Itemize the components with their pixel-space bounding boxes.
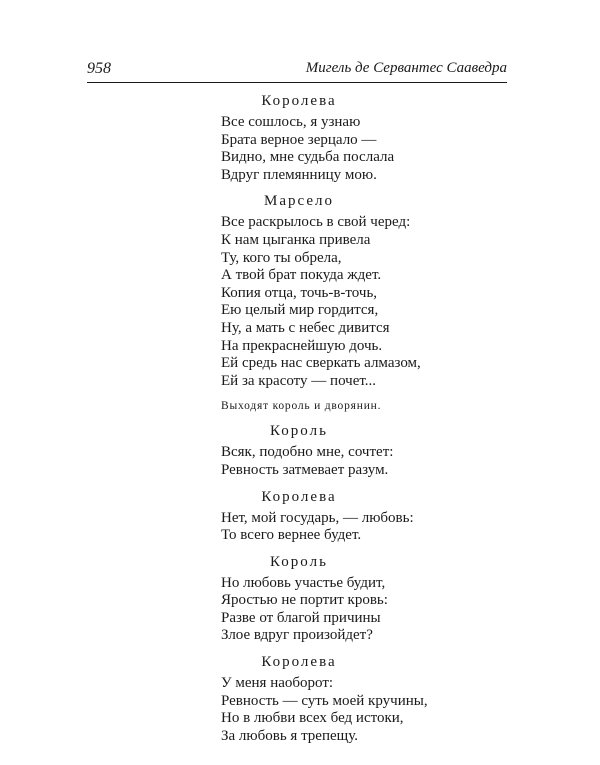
- verse-line: Но в любви всех бед истоки,: [221, 710, 404, 727]
- verse-line: Видно, мне судьба послала: [221, 149, 395, 166]
- speaker-name: Король: [270, 423, 328, 440]
- speech-block: [221, 92, 541, 184]
- verse-line: Вдруг племянницу мою.: [221, 166, 377, 183]
- speaker-name: Марсело: [264, 193, 334, 210]
- speaker-name: Королева: [261, 488, 337, 505]
- verse-line: За любовь я трепещу.: [221, 727, 358, 744]
- verse-line: Ну, а мать с небес дивится: [221, 319, 390, 336]
- verse-line: Ей за красоту — почет...: [221, 372, 377, 389]
- speaker-name: Королева: [261, 654, 337, 671]
- verse-line: Ревность — суть моей кручины,: [221, 692, 428, 709]
- speech-block: [221, 553, 541, 645]
- speech-block: [221, 422, 541, 479]
- verse-line: Все сошлось, я узнаю: [221, 114, 361, 130]
- verse-line: Все раскрылось в свой черед:: [221, 214, 411, 231]
- verse-line: Ей средь нас сверкать алмазом,: [221, 355, 421, 372]
- verse-line: Ревность затмевает разум.: [221, 461, 389, 478]
- page-header: [87, 60, 507, 82]
- speaker-name: Королева: [261, 93, 337, 109]
- header-rule: [87, 82, 507, 83]
- verse-line: Злое вдруг произойдет?: [221, 627, 373, 644]
- speech-block: [221, 192, 541, 390]
- speech-block: [221, 653, 541, 745]
- verse-line: То всего вернее будет.: [221, 527, 362, 544]
- page-number: 958: [87, 60, 111, 77]
- verse-line: Брата верное зерцало —: [221, 131, 377, 148]
- verse-line: Ею целый мир гордится,: [221, 302, 379, 319]
- play-text: [221, 92, 541, 753]
- verse-line: Но любовь участье будит,: [221, 574, 386, 591]
- verse-line: Всяк, подобно мне, сочтет:: [221, 444, 394, 461]
- verse-line: Нет, мой государь, — любовь:: [221, 509, 414, 526]
- verse-line: Ту, кого ты обрела,: [221, 249, 342, 266]
- verse-line: У меня наоборот:: [221, 675, 334, 692]
- speech-block: [221, 488, 541, 545]
- speaker-name: Король: [270, 553, 328, 570]
- verse-line: А твой брат покуда ждет.: [221, 267, 382, 284]
- verse-line: Яростью не портит кровь:: [221, 592, 388, 609]
- verse-line: К нам цыганка привела: [221, 231, 371, 248]
- running-head: Мигель де Сервантес Сааведра: [305, 60, 507, 76]
- stage-direction: Выходят король и дворянин.: [221, 400, 382, 413]
- verse-line: Разве от благой причины: [221, 609, 381, 626]
- verse-line: Копия отца, точь-в-точь,: [221, 284, 378, 301]
- verse-line: На прекраснейшую дочь.: [221, 337, 383, 354]
